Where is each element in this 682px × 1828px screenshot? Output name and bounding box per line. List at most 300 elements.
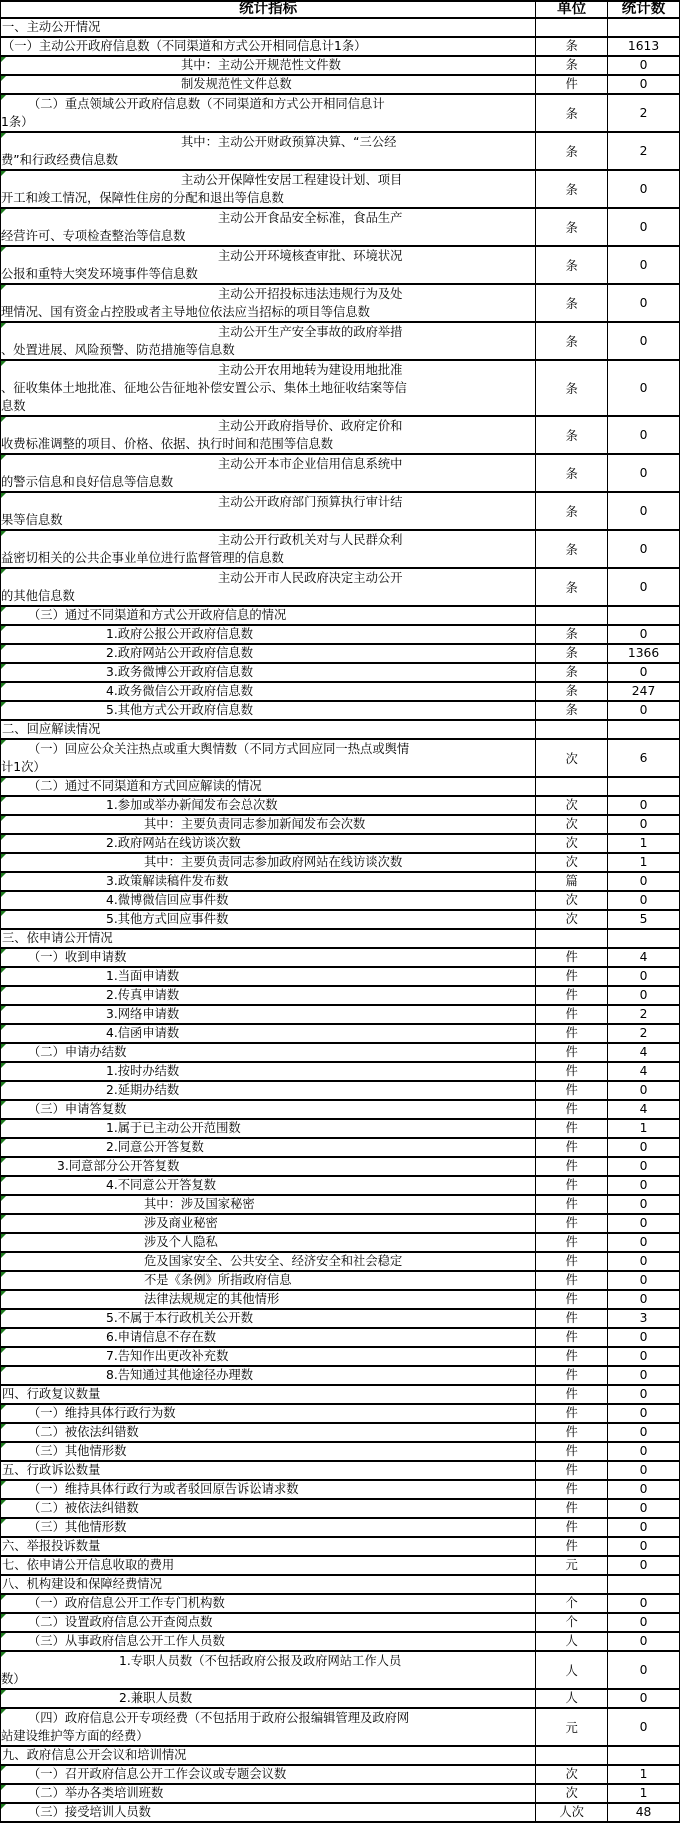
unit-cell[interactable] — [536, 607, 608, 624]
value-cell[interactable]: 0 — [608, 702, 680, 719]
value-cell[interactable]: 1366 — [608, 645, 680, 662]
unit-cell[interactable]: 件 — [536, 1500, 608, 1517]
unit-cell[interactable]: 件 — [536, 1519, 608, 1536]
value-cell[interactable]: 3 — [608, 1310, 680, 1327]
value-cell[interactable]: 0 — [608, 797, 680, 814]
indicator-cell[interactable] — [1, 1519, 536, 1536]
indicator-label: 七、依申请公开信息收取的费用 — [2, 1558, 175, 1572]
table-row — [1, 1405, 680, 1424]
value-cell[interactable] — [608, 930, 680, 947]
indicator-cell[interactable] — [1, 57, 536, 74]
unit-cell[interactable]: 条 — [536, 531, 608, 567]
value-cell[interactable]: 0 — [608, 1215, 680, 1232]
indicator-label: （二）被依法纠错数 — [28, 1425, 139, 1439]
indicator-label: （一）维持具体行政行为或者驳回原告诉讼请求数 — [28, 1482, 299, 1496]
unit-cell[interactable]: 人 — [536, 1690, 608, 1707]
indicator-cell[interactable] — [1, 1633, 536, 1650]
indicator-label: 主动公开招投标违法违规行为及处 — [218, 287, 403, 301]
indicator-cell[interactable] — [1, 1538, 536, 1555]
unit-cell[interactable]: 件 — [536, 1272, 608, 1289]
unit-cell[interactable]: 元 — [536, 1557, 608, 1574]
indicator-cell[interactable] — [1, 1766, 536, 1783]
indicator-cell[interactable] — [1, 1576, 536, 1593]
indicator-cell[interactable] — [1, 1063, 536, 1080]
value-cell[interactable]: 5 — [608, 911, 680, 928]
indicator-label: 2.政府网站公开政府信息数 — [106, 646, 253, 660]
indicator-cell[interactable] — [1, 1329, 536, 1346]
value-cell[interactable]: 0 — [608, 417, 680, 453]
indicator-cell[interactable] — [1, 911, 536, 928]
unit-cell[interactable]: 件 — [536, 1538, 608, 1555]
indicator-cell[interactable] — [1, 1386, 536, 1403]
unit-cell[interactable]: 件 — [536, 987, 608, 1004]
indicator-label: 4.政务微信公开政府信息数 — [106, 684, 253, 698]
table-row — [1, 816, 680, 835]
value-cell[interactable]: 0 — [608, 209, 680, 245]
indicator-cell[interactable] — [1, 1158, 536, 1175]
unit-cell[interactable]: 次 — [536, 835, 608, 852]
indicator-cell[interactable] — [1, 835, 536, 852]
indicator-label: 主动公开环境核查审批、环境状况 — [218, 249, 403, 263]
indicator-cell[interactable] — [1, 1405, 536, 1422]
table-row — [1, 797, 680, 816]
value-cell[interactable] — [608, 1576, 680, 1593]
unit-cell[interactable]: 件 — [536, 1329, 608, 1346]
indicator-cell[interactable] — [1, 1652, 536, 1688]
indicator-cell[interactable] — [1, 1614, 536, 1631]
value-cell[interactable]: 0 — [608, 247, 680, 283]
unit-cell[interactable] — [536, 930, 608, 947]
value-cell[interactable]: 0 — [608, 1386, 680, 1403]
unit-cell[interactable]: 件 — [536, 1253, 608, 1270]
value-cell[interactable]: 0 — [608, 892, 680, 909]
indicator-label: 4.不同意公开答复数 — [106, 1178, 217, 1192]
indicator-cell[interactable] — [1, 1709, 536, 1745]
indicator-cell[interactable] — [1, 1101, 536, 1118]
indicator-label-wrap: 果等信息数 — [1, 513, 63, 527]
value-cell[interactable]: 0 — [608, 1253, 680, 1270]
indicator-cell[interactable] — [1, 1462, 536, 1479]
value-cell[interactable] — [608, 1747, 680, 1764]
indicator-cell[interactable] — [1, 133, 536, 169]
indicator-cell[interactable] — [1, 1234, 536, 1251]
value-cell[interactable]: 0 — [608, 987, 680, 1004]
unit-cell[interactable]: 件 — [536, 1063, 608, 1080]
indicator-label: 六、举报投诉数量 — [2, 1539, 101, 1553]
unit-cell[interactable]: 次 — [536, 1766, 608, 1783]
value-cell[interactable]: 2 — [608, 1025, 680, 1042]
unit-cell[interactable]: 件 — [536, 1158, 608, 1175]
value-cell[interactable]: 0 — [608, 1709, 680, 1745]
unit-cell[interactable]: 条 — [536, 38, 608, 55]
indicator-cell[interactable] — [1, 607, 536, 624]
indicator-cell[interactable] — [1, 854, 536, 871]
indicator-cell[interactable] — [1, 1804, 536, 1821]
value-cell[interactable]: 0 — [608, 1367, 680, 1384]
indicator-label: （二）申请办结数 — [28, 1045, 127, 1059]
value-cell[interactable]: 0 — [608, 1462, 680, 1479]
indicator-label: 主动公开政府部门预算执行审计结 — [218, 495, 403, 509]
unit-cell[interactable]: 件 — [536, 1177, 608, 1194]
unit-cell[interactable]: 次 — [536, 797, 608, 814]
indicator-cell[interactable] — [1, 702, 536, 719]
value-cell[interactable]: 0 — [608, 1158, 680, 1175]
unit-cell[interactable]: 次 — [536, 892, 608, 909]
indicator-cell[interactable] — [1, 1006, 536, 1023]
indicator-cell[interactable] — [1, 987, 536, 1004]
indicator-cell[interactable] — [1, 740, 536, 776]
unit-cell[interactable]: 次 — [536, 854, 608, 871]
indicator-cell[interactable] — [1, 930, 536, 947]
unit-cell[interactable]: 人次 — [536, 1804, 608, 1821]
unit-cell[interactable]: 件 — [536, 1310, 608, 1327]
value-cell[interactable]: 0 — [608, 1196, 680, 1213]
indicator-cell[interactable] — [1, 778, 536, 795]
unit-cell[interactable]: 条 — [536, 455, 608, 491]
indicator-cell[interactable] — [1, 1044, 536, 1061]
value-cell[interactable]: 1 — [608, 1785, 680, 1802]
unit-cell[interactable]: 件 — [536, 1481, 608, 1498]
indicator-cell[interactable] — [1, 892, 536, 909]
indicator-cell[interactable] — [1, 1595, 536, 1612]
table-row — [1, 1329, 680, 1348]
indicator-cell[interactable] — [1, 645, 536, 662]
unit-cell[interactable]: 件 — [536, 1196, 608, 1213]
header-unit: 单位 — [536, 2, 608, 17]
indicator-label: 5.其他方式公开政府信息数 — [106, 703, 253, 717]
unit-cell[interactable]: 条 — [536, 361, 608, 415]
indicator-label: 其中：涉及国家秘密 — [144, 1197, 255, 1211]
value-cell[interactable]: 6 — [608, 740, 680, 776]
table-row — [1, 247, 680, 285]
value-cell[interactable]: 4 — [608, 1063, 680, 1080]
table-row — [1, 1367, 680, 1386]
unit-cell[interactable]: 件 — [536, 968, 608, 985]
value-cell[interactable]: 0 — [608, 1424, 680, 1441]
unit-cell[interactable]: 条 — [536, 645, 608, 662]
indicator-cell[interactable] — [1, 285, 536, 321]
value-cell[interactable]: 0 — [608, 1234, 680, 1251]
unit-cell[interactable]: 件 — [536, 1462, 608, 1479]
indicator-cell[interactable] — [1, 1747, 536, 1764]
unit-cell[interactable]: 条 — [536, 133, 608, 169]
indicator-label: 其中：主动公开财政预算决算、“三公经 — [181, 135, 397, 149]
unit-cell[interactable]: 条 — [536, 323, 608, 359]
indicator-cell[interactable] — [1, 1557, 536, 1574]
value-cell[interactable] — [608, 778, 680, 795]
indicator-label: （一）维持具体行政行为数 — [28, 1406, 176, 1420]
indicator-cell[interactable] — [1, 1139, 536, 1156]
indicator-cell[interactable] — [1, 493, 536, 529]
value-cell[interactable]: 0 — [608, 531, 680, 567]
table-row — [1, 1310, 680, 1329]
unit-cell[interactable]: 件 — [536, 1006, 608, 1023]
unit-cell[interactable]: 次 — [536, 911, 608, 928]
unit-cell[interactable]: 次 — [536, 1785, 608, 1802]
value-cell[interactable]: 0 — [608, 285, 680, 321]
table-row — [1, 323, 680, 361]
indicator-label: （三）申请答复数 — [28, 1102, 127, 1116]
value-cell[interactable]: 0 — [608, 455, 680, 491]
indicator-label: 3.政策解读稿件发布数 — [106, 874, 229, 888]
unit-cell[interactable]: 件 — [536, 1139, 608, 1156]
value-cell[interactable]: 0 — [608, 1519, 680, 1536]
value-cell[interactable]: 247 — [608, 683, 680, 700]
indicator-cell[interactable] — [1, 683, 536, 700]
value-cell[interactable]: 0 — [608, 361, 680, 415]
indicator-label: 涉及商业秘密 — [144, 1216, 218, 1230]
value-cell[interactable]: 1 — [608, 854, 680, 871]
header-value: 统计数 — [608, 2, 680, 17]
value-cell[interactable]: 1613 — [608, 38, 680, 55]
unit-cell[interactable]: 条 — [536, 683, 608, 700]
unit-cell[interactable]: 条 — [536, 664, 608, 681]
unit-cell[interactable]: 条 — [536, 285, 608, 321]
value-cell[interactable]: 0 — [608, 1500, 680, 1517]
value-cell[interactable]: 0 — [608, 816, 680, 833]
indicator-cell[interactable] — [1, 721, 536, 738]
value-cell[interactable]: 0 — [608, 1139, 680, 1156]
indicator-cell[interactable] — [1, 455, 536, 491]
table-row — [1, 1158, 680, 1177]
indicator-cell[interactable] — [1, 1424, 536, 1441]
indicator-cell[interactable] — [1, 1082, 536, 1099]
table-row — [1, 1709, 680, 1747]
value-cell[interactable]: 0 — [608, 1652, 680, 1688]
unit-cell[interactable]: 件 — [536, 76, 608, 93]
value-cell[interactable]: 0 — [608, 1405, 680, 1422]
indicator-cell[interactable] — [1, 38, 536, 55]
table-row — [1, 854, 680, 873]
unit-cell[interactable] — [536, 778, 608, 795]
table-row — [1, 1519, 680, 1538]
indicator-cell[interactable] — [1, 171, 536, 207]
table-row — [1, 835, 680, 854]
indicator-label: 2.传真申请数 — [106, 988, 180, 1002]
table-row — [1, 493, 680, 531]
indicator-cell[interactable] — [1, 664, 536, 681]
indicator-cell[interactable] — [1, 1196, 536, 1213]
indicator-label: 制发规范性文件总数 — [181, 77, 292, 91]
unit-cell[interactable]: 条 — [536, 626, 608, 643]
indicator-cell[interactable] — [1, 1177, 536, 1194]
value-cell[interactable]: 2 — [608, 1006, 680, 1023]
table-row — [1, 133, 680, 171]
indicator-cell[interactable] — [1, 797, 536, 814]
unit-cell[interactable]: 条 — [536, 417, 608, 453]
value-cell[interactable]: 0 — [608, 1557, 680, 1574]
table-row — [1, 57, 680, 76]
unit-cell[interactable]: 件 — [536, 1082, 608, 1099]
unit-cell[interactable]: 件 — [536, 1291, 608, 1308]
indicator-cell[interactable] — [1, 1272, 536, 1289]
indicator-cell[interactable] — [1, 95, 536, 131]
indicator-label: 5.不属于本行政机关公开数 — [106, 1311, 253, 1325]
value-cell[interactable]: 2 — [608, 133, 680, 169]
table-row — [1, 1500, 680, 1519]
unit-cell[interactable]: 条 — [536, 247, 608, 283]
indicator-cell[interactable] — [1, 1690, 536, 1707]
indicator-label-wrap: 的其他信息数 — [1, 589, 75, 603]
indicator-cell[interactable] — [1, 569, 536, 605]
indicator-cell[interactable] — [1, 1253, 536, 1270]
value-cell[interactable]: 0 — [608, 1538, 680, 1555]
unit-cell[interactable]: 元 — [536, 1709, 608, 1745]
table-row — [1, 38, 680, 57]
value-cell[interactable]: 0 — [608, 664, 680, 681]
unit-cell[interactable]: 条 — [536, 171, 608, 207]
value-cell[interactable]: 0 — [608, 1481, 680, 1498]
indicator-label: 主动公开市人民政府决定主动公开 — [218, 571, 403, 585]
table-row-section — [1, 721, 680, 740]
indicator-cell[interactable] — [1, 1215, 536, 1232]
value-cell[interactable] — [608, 721, 680, 738]
unit-cell[interactable]: 件 — [536, 1101, 608, 1118]
indicator-cell[interactable] — [1, 1310, 536, 1327]
unit-cell[interactable]: 次 — [536, 816, 608, 833]
indicator-label: 1.参加或举办新闻发布会总次数 — [106, 798, 278, 812]
indicator-cell[interactable] — [1, 247, 536, 283]
indicator-cell[interactable] — [1, 1785, 536, 1802]
unit-cell[interactable]: 件 — [536, 1120, 608, 1137]
unit-cell[interactable]: 件 — [536, 949, 608, 966]
indicator-label: 1.当面申请数 — [106, 969, 180, 983]
indicator-label: 主动公开政府指导价、政府定价和 — [218, 419, 403, 433]
indicator-label: 3.政务微博公开政府信息数 — [106, 665, 253, 679]
unit-cell[interactable]: 条 — [536, 702, 608, 719]
value-cell[interactable]: 0 — [608, 1595, 680, 1612]
indicator-cell[interactable] — [1, 209, 536, 245]
value-cell[interactable]: 2 — [608, 95, 680, 131]
value-cell[interactable]: 1 — [608, 1120, 680, 1137]
table-row — [1, 1120, 680, 1139]
value-cell[interactable]: 4 — [608, 1044, 680, 1061]
value-cell[interactable]: 0 — [608, 493, 680, 529]
table-row — [1, 626, 680, 645]
value-cell[interactable]: 0 — [608, 1443, 680, 1460]
unit-cell[interactable] — [536, 1747, 608, 1764]
indicator-cell[interactable] — [1, 1481, 536, 1498]
indicator-cell[interactable] — [1, 968, 536, 985]
indicator-label: （二）重点领域公开政府信息数（不同渠道和方式公开相同信息计 — [28, 97, 385, 111]
indicator-cell[interactable] — [1, 1291, 536, 1308]
value-cell[interactable]: 0 — [608, 171, 680, 207]
value-cell[interactable]: 0 — [608, 873, 680, 890]
table-row-section — [1, 1462, 680, 1481]
unit-cell[interactable]: 件 — [536, 1405, 608, 1422]
unit-cell[interactable]: 次 — [536, 740, 608, 776]
value-cell[interactable]: 0 — [608, 76, 680, 93]
indicator-cell[interactable] — [1, 816, 536, 833]
unit-cell[interactable]: 件 — [536, 1386, 608, 1403]
indicator-cell[interactable] — [1, 626, 536, 643]
indicator-cell[interactable] — [1, 19, 536, 36]
indicator-cell[interactable] — [1, 323, 536, 359]
value-cell[interactable]: 0 — [608, 57, 680, 74]
indicator-label-wrap: 息数 — [1, 399, 26, 413]
unit-cell[interactable]: 条 — [536, 95, 608, 131]
value-cell[interactable]: 1 — [608, 835, 680, 852]
indicator-label: 2.政府网站在线访谈次数 — [106, 836, 241, 850]
table-row — [1, 1139, 680, 1158]
value-cell[interactable]: 0 — [608, 569, 680, 605]
unit-cell[interactable]: 件 — [536, 1424, 608, 1441]
value-cell[interactable]: 0 — [608, 1348, 680, 1365]
value-cell[interactable]: 0 — [608, 1177, 680, 1194]
indicator-cell[interactable] — [1, 1367, 536, 1384]
unit-cell[interactable]: 人 — [536, 1633, 608, 1650]
unit-cell[interactable]: 件 — [536, 1367, 608, 1384]
value-cell[interactable]: 0 — [608, 1291, 680, 1308]
table-row — [1, 531, 680, 569]
indicator-cell[interactable] — [1, 1348, 536, 1365]
value-cell[interactable]: 4 — [608, 1101, 680, 1118]
table-row — [1, 76, 680, 95]
unit-cell[interactable]: 件 — [536, 1234, 608, 1251]
indicator-label: （二）被依法纠错数 — [28, 1501, 139, 1515]
value-cell[interactable]: 0 — [608, 1614, 680, 1631]
unit-cell[interactable] — [536, 1576, 608, 1593]
indicator-cell[interactable] — [1, 873, 536, 890]
unit-cell[interactable]: 件 — [536, 1215, 608, 1232]
unit-cell[interactable]: 件 — [536, 1025, 608, 1042]
indicator-cell[interactable] — [1, 1025, 536, 1042]
value-cell[interactable] — [608, 19, 680, 36]
value-cell[interactable]: 0 — [608, 626, 680, 643]
value-cell[interactable]: 0 — [608, 1082, 680, 1099]
indicator-cell[interactable] — [1, 1120, 536, 1137]
table-row — [1, 1291, 680, 1310]
unit-cell[interactable]: 件 — [536, 1443, 608, 1460]
indicator-label: （三）从事政府信息公开工作人员数 — [28, 1634, 225, 1648]
value-cell[interactable]: 1 — [608, 1766, 680, 1783]
unit-cell[interactable]: 条 — [536, 569, 608, 605]
value-cell[interactable]: 0 — [608, 1329, 680, 1346]
unit-cell[interactable]: 条 — [536, 209, 608, 245]
indicator-cell[interactable] — [1, 1500, 536, 1517]
table-row — [1, 285, 680, 323]
unit-cell[interactable]: 件 — [536, 1044, 608, 1061]
indicator-cell[interactable] — [1, 361, 536, 415]
value-cell[interactable]: 0 — [608, 323, 680, 359]
indicator-cell[interactable] — [1, 76, 536, 93]
indicator-cell[interactable] — [1, 417, 536, 453]
unit-cell[interactable]: 条 — [536, 57, 608, 74]
unit-cell[interactable]: 件 — [536, 1348, 608, 1365]
indicator-label: （三）其他情形数 — [28, 1444, 127, 1458]
table-row — [1, 987, 680, 1006]
unit-cell[interactable] — [536, 19, 608, 36]
indicator-cell[interactable] — [1, 1443, 536, 1460]
value-cell[interactable]: 48 — [608, 1804, 680, 1821]
unit-cell[interactable]: 个 — [536, 1614, 608, 1631]
value-cell[interactable]: 0 — [608, 968, 680, 985]
unit-cell[interactable] — [536, 721, 608, 738]
value-cell[interactable]: 4 — [608, 949, 680, 966]
unit-cell[interactable]: 人 — [536, 1652, 608, 1688]
unit-cell[interactable]: 个 — [536, 1595, 608, 1612]
indicator-cell[interactable] — [1, 949, 536, 966]
unit-cell[interactable]: 条 — [536, 493, 608, 529]
value-cell[interactable]: 0 — [608, 1633, 680, 1650]
unit-cell[interactable]: 篇 — [536, 873, 608, 890]
indicator-label: 2.同意公开答复数 — [106, 1140, 204, 1154]
value-cell[interactable]: 0 — [608, 1272, 680, 1289]
table-row — [1, 949, 680, 968]
value-cell[interactable] — [608, 607, 680, 624]
indicator-cell[interactable] — [1, 531, 536, 567]
value-cell[interactable]: 0 — [608, 1690, 680, 1707]
